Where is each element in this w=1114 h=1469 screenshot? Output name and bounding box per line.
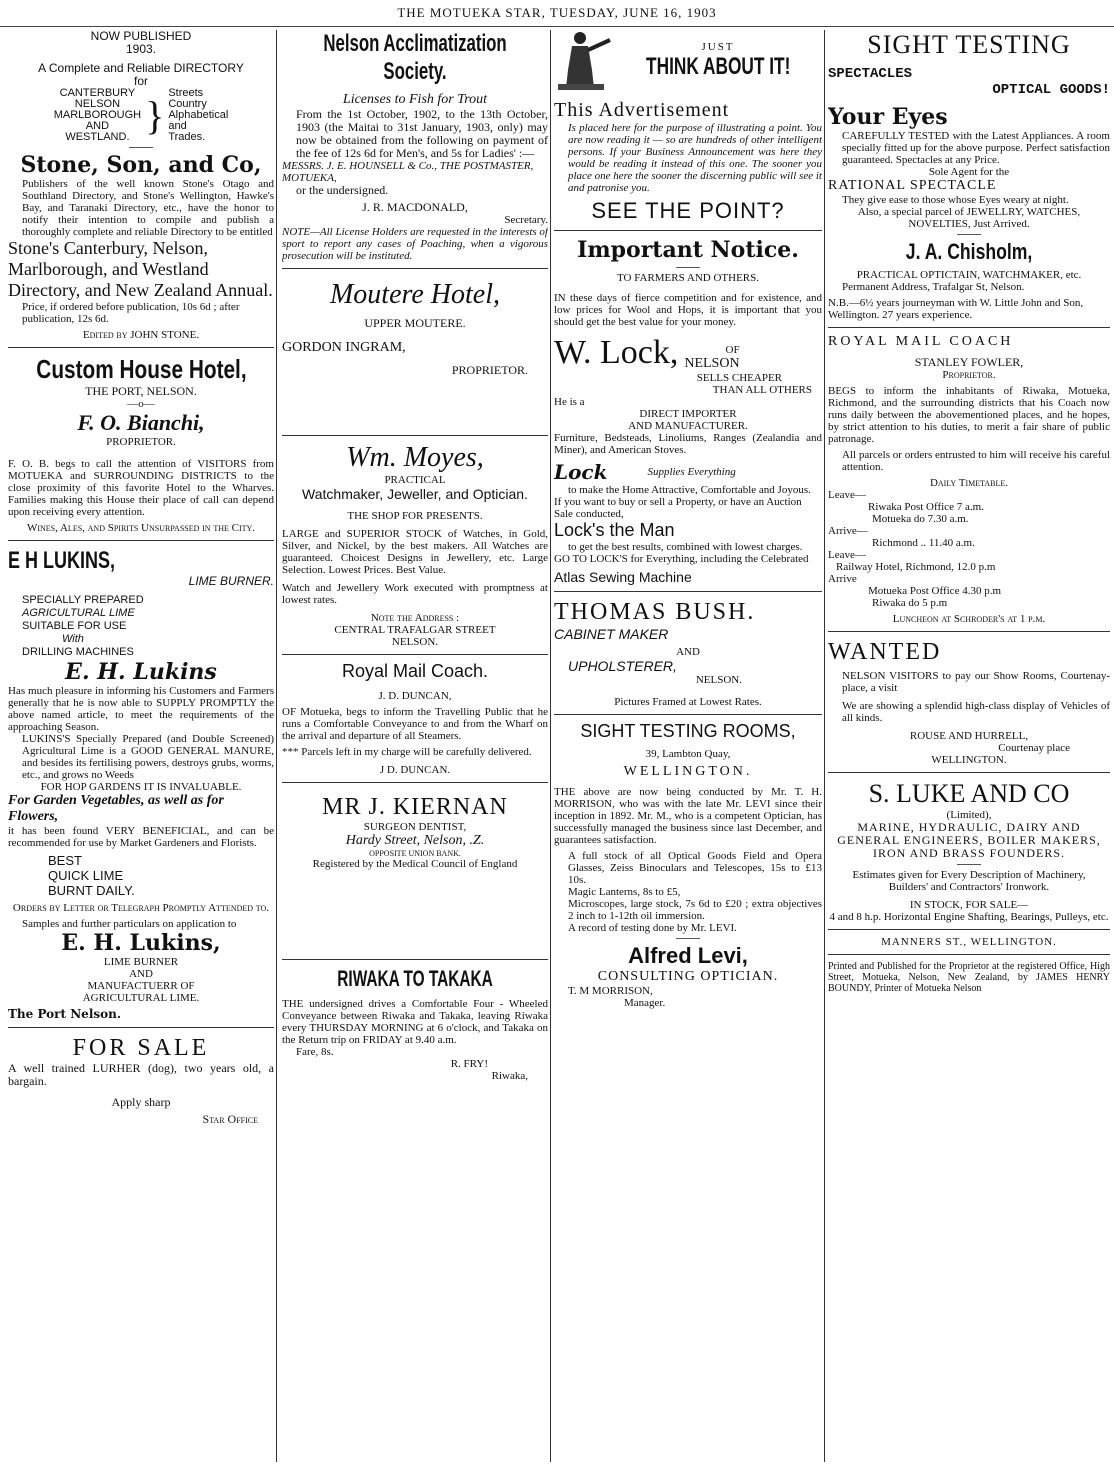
kiernan-ad [282, 793, 548, 953]
for-sale-apply: Apply sharp [111, 1095, 171, 1109]
lukins-role: LIME BURNER. [188, 574, 274, 588]
society-body: From the 1st October, 1902, to the 13th October, 1903 (the Maitai to 31st January, 1903, only) may now be obtained from the following on payment of the fee of 12s 6d for Men's, and 5s for Ladies' :— [296, 107, 548, 160]
timetable-row: Riwaka Post Office 7 a.m. [868, 501, 984, 513]
lukins-line: AGRICULTURAL LIME [22, 607, 135, 619]
lock-supplies: Supplies Everything [647, 466, 736, 478]
think-body: Is placed here for the purpose of illustrating a point. You are now reading it — so are hundreds of other intelligent persons. If your Business Announcement was here they would be reading it instead of this one. The sooner you place one here the sooner the discerning public will see it and patronise you. [568, 122, 822, 194]
kiernan-role: SURGEON DENTIST, [363, 821, 467, 833]
think-title: THINK ABOUT IT! [645, 53, 791, 80]
sight-parcel: Also, a special parcel of JEWELLRY, WATCHES, NOVELTIES, Just Arrived. [857, 206, 1081, 230]
lukins-line: DRILLING MACHINES [22, 646, 134, 658]
brace: } [145, 92, 165, 138]
kiernan-opp: OPPOSITE UNION BANK. [369, 849, 461, 858]
moyes-ad [282, 442, 548, 648]
kiernan-name: MR J. KIERNAN [322, 794, 508, 820]
timetable-row: Arrive— [828, 525, 868, 537]
sight-testing-rooms-ad [554, 721, 822, 1009]
moyes-city: NELSON. [391, 636, 439, 648]
timetable-row: Leave— [828, 549, 866, 561]
lock-city: NELSON [684, 356, 740, 371]
timetable-row: Leave— [828, 489, 866, 501]
rooms-body: THE above are now being conducted by Mr. T. H. MORRISON, who was with the late Mr. LEVI since their inception in 1892. Mr. M., who is a competent Optician, has successfully managed the business since last December, and guarantees satisfaction. [554, 786, 822, 846]
fowler-coach-ad [828, 334, 1110, 625]
moutere-loc: UPPER MOUTERE. [364, 316, 466, 330]
luke-trades: MARINE, HYDRAULIC, DAIRY AND GENERAL ENGINEERS, BOILER MAKERS, IRON AND BRASS FOUNDERS. [837, 820, 1101, 860]
timetable-row: Arrive [828, 573, 857, 585]
lukins-name-3: E. H. Lukins, [61, 930, 221, 956]
society-sig: J. R. MACDONALD, [362, 200, 468, 214]
riwaka-fare: Fare, 8s. [296, 1046, 334, 1058]
moyes-body-2: Watch and Jewellery Work executed with promptness at lowest rates. [282, 582, 548, 606]
column-rule [824, 30, 825, 1462]
moyes-trade: Watchmaker, Jeweller, and Optician. [302, 486, 528, 502]
kiernan-addr: Hardy Street, Nelson, .Z. [345, 833, 485, 848]
moyes-practical: PRACTICAL [384, 474, 446, 486]
bush-pics: Pictures Framed at Lowest Rates. [614, 696, 762, 708]
luke-stock: IN STOCK, FOR SALE— [909, 899, 1029, 911]
lukins-body-1: Has much pleasure in informing his Customers and Farmers generally that he is now able to SUPPLY PROMPTLY the above named article, to meet the requirements of the approaching Season. [8, 685, 274, 733]
lukins-ad [8, 547, 274, 1021]
feature: Streets [168, 87, 204, 99]
lukins-body-2: LUKINS'S Specially Prepared (and Double Screened) Agricultural Lime is a GOOD GENERAL MANURE, and besides its fertilising powers, destroys grubs, worms, etc., and grows no Weeds [22, 733, 274, 781]
lock-to: TO FARMERS AND OTHERS. [616, 272, 759, 284]
lock-sells: SELLS CHEAPER [696, 372, 782, 384]
duncan-parcels: *** Parcels left in my charge will be carefully delivered. [282, 746, 532, 758]
moyes-shop: THE SHOP FOR PRESENTS. [347, 510, 483, 522]
rooms-mgr: Manager. [624, 997, 666, 1009]
column-4 [828, 30, 1110, 1462]
region: NELSON [74, 98, 121, 110]
rooms-title: SIGHT TESTING ROOMS, [580, 721, 796, 741]
rooms-magic: Magic Lanterns, 8s to £5, [568, 886, 681, 898]
lock-results: to get the best results, combined with lowest charges. [568, 541, 803, 553]
wanted-name: ROUSE AND HURRELL, [909, 730, 1029, 742]
timetable-row: Motueka do 7.30 a.m. [872, 513, 969, 525]
lock-importer: DIRECT IMPORTER [639, 408, 737, 420]
lock-atlas: Atlas Sewing Machine [554, 569, 692, 585]
chisholm-name: J. A. Chisholm, [905, 239, 1033, 264]
for-sale-ad [8, 1034, 274, 1126]
society-sec: Secretary. [504, 214, 548, 226]
riwaka-sig: R. FRY! [450, 1058, 488, 1070]
bush-name: THOMAS BUSH. [554, 599, 756, 625]
chisholm-addr: Permanent Address, Trafalgar St, Nelson. [842, 281, 1025, 293]
moutere-owner: GORDON INGRAM, [282, 340, 406, 355]
lukins-samples: Samples and further particulars on application to [22, 918, 237, 930]
column-2 [282, 30, 548, 1462]
bush-city: NELSON. [695, 674, 742, 686]
fowler-body: BEGS to inform the inhabitants of Riwaka, Motueka, Richmond, and the surrounding districts that his Coach now runs daily between the abovementioned places, and he hopes, by strict attention to his duties, to merit a fair share of public patronage. [828, 385, 1110, 445]
imprint: Printed and Published for the Proprietor at the registered Office, High Street, Motueka, Nelson, New Zealand, by JAMES HENRY BOUNDY, Printer of Motueka Nelson [828, 961, 1110, 994]
wanted-title: WANTED [828, 639, 942, 665]
for-text: for [133, 74, 148, 88]
lukins-line: With [62, 633, 84, 645]
duncan-name: J. D. DUNCAN, [378, 690, 452, 702]
rooms-stock: A full stock of all Optical Goods Field and Opera Glasses, Zeiss Binoculars and Telescopes, 15s to £13 10s. [568, 850, 822, 886]
best-line: QUICK LIME [48, 868, 124, 883]
lock-goto: GO TO LOCK'S for Everything, including the Celebrated [554, 553, 809, 565]
lock-title: Important Notice. [577, 237, 799, 263]
bush-role-2: UPHOLSTERER, [568, 658, 677, 674]
luke-ltd: (Limited), [946, 809, 992, 821]
luke-name: S. LUKE AND CO [868, 779, 1070, 808]
region: AND [85, 120, 110, 132]
rooms-city: WELLINGTON. [623, 764, 753, 779]
rooms-micro: Microscopes, large stock, 7s 6d to £20 ; extra objectives 2 inch to 1-12th oil immersion. [568, 898, 822, 922]
lukins-tail: MANUFACTUERR OF [87, 980, 195, 992]
kiernan-reg: Registered by the Medical Council of England [312, 858, 518, 870]
lukins-line: SPECIALLY PREPARED [22, 594, 144, 606]
fowler-title: ROYAL MAIL COACH [828, 334, 1014, 349]
hotel-owner: F. O. Bianchi, [77, 410, 205, 435]
wanted-city: WELLINGTON. [931, 754, 1007, 766]
think-point: SEE THE POINT? [591, 198, 785, 223]
lock-mfr: AND MANUFACTURER. [628, 420, 748, 432]
best-line: BURNT DAILY. [48, 883, 135, 898]
rooms-addr: 39, Lambton Quay, [645, 748, 731, 760]
moutere-role: PROPRIETOR. [451, 363, 528, 377]
lock-name: W. Lock, [554, 334, 679, 371]
timetable-row: Railway Hotel, Richmond, 12.0 p.m [836, 561, 996, 573]
acclimatization-ad [282, 30, 548, 262]
for-sale-office: Star Office [202, 1112, 258, 1126]
society-or: or the undersigned. [296, 183, 389, 197]
think-head: This Advertisement [554, 99, 730, 121]
lock-heis: He is a [554, 396, 585, 408]
for-sale-body: A well trained LURHER (dog), two years old, a bargain. [8, 1061, 274, 1088]
chisholm-role: PRACTICAL OPTICTAIN, WATCHMAKER, etc. [856, 269, 1082, 281]
duncan-body: OF Motueka, begs to inform the Travelling Public that he runs a Comfortable Conveyance to and from the Wharf on the arrival and departure of all Steamers. [282, 706, 548, 742]
fowler-role: Proprietor. [942, 369, 996, 381]
duncan-title: Royal Mail Coach. [341, 661, 489, 681]
lock-ad [554, 237, 822, 585]
feature: Country [168, 98, 207, 110]
column-3 [554, 30, 822, 1462]
luke-ad [828, 779, 1110, 948]
lukins-orders: Orders by Letter or Telegraph Promptly Attended to. [12, 902, 270, 914]
region: CANTERBURY [59, 87, 136, 99]
column-rule [276, 30, 277, 1462]
fowler-name: STANLEY FOWLER, [914, 355, 1024, 369]
society-title: Nelson Acclimatization Society. [323, 30, 507, 85]
feature: Trades. [168, 131, 206, 143]
lukins-name-2: E. H. Lukins [65, 659, 217, 685]
column-1 [8, 30, 274, 1462]
moutere-name: Moutere Hotel, [329, 279, 501, 310]
luke-addr: MANNERS ST., WELLINGTON. [881, 936, 1057, 948]
lukins-line: SUITABLE FOR USE [22, 620, 127, 632]
hotel-footer: Wines, Ales, and Spirits Unsurpassed in the City. [26, 522, 256, 534]
lock-goods: Furniture, Bedsteads, Linoliums, Ranges (Zealandia and Miner), and American Stoves. [554, 432, 822, 456]
sight-eyes: Your Eyes [828, 104, 948, 130]
separator: —o— [127, 398, 155, 410]
lukins-hop: FOR HOP GARDENS IT IS INVALUABLE. [40, 781, 242, 793]
bush-role: CABINET MAKER [554, 626, 669, 642]
fowler-timetable: Daily Timetable. [929, 477, 1009, 489]
sight-agent: Sole Agent for the [928, 166, 1010, 178]
rooms-levi: Alfred Levi, [628, 943, 748, 968]
moyes-body: LARGE and SUPERIOR STOCK of Watches, in Gold, Silver, and Nickel, by the best makers. All Watches are guaranteed. Choicest Designs in Jewellery, etc. Large Selection. Lowest Prices. Best Value. [282, 528, 548, 576]
lukins-tail: AGRICULTURAL LIME. [82, 992, 200, 1004]
lukins-port: The Port Nelson. [8, 1007, 122, 1021]
timetable-row: Motueka Post Office 4.30 p.m [868, 585, 1002, 597]
riwaka-place: Riwaka, [491, 1070, 528, 1082]
wanted-ad [828, 638, 1110, 766]
feature: and [168, 120, 187, 132]
sight-rational: RATIONAL SPECTACLE [828, 178, 997, 193]
lukins-tail: AND [129, 968, 153, 980]
bush-and: AND [676, 646, 700, 658]
fowler-parcels: All parcels or orders entrusted to him will receive his careful attention. [842, 449, 1110, 473]
riwaka-body: THE undersigned drives a Comfortable Four - Wheeled Conveyance between Riwaka and Takaka, leaving Riwaka every THURSDAY MORNING at 6 o'clock, and Takaka on the Return trip on FRIDAY at 9.40 a.m. [282, 998, 548, 1046]
society-note: NOTE—All License Holders are requested in the interests of sport to report any cases of Poaching, when a vigorous prosecution will be instituted. [282, 226, 548, 262]
pointing-figure-icon [554, 30, 614, 92]
fowler-lunch: Luncheon at Schroder's at 1 p.m. [892, 613, 1046, 625]
hotel-location: THE PORT, NELSON. [85, 384, 197, 398]
rooms-cons: CONSULTING OPTICIAN. [597, 969, 779, 984]
sight-ease: They give ease to those whose Eyes weary at night. [842, 194, 1069, 206]
wanted-body: NELSON VISITORS to pay our Show Rooms, Courtenay-place, a visit [842, 670, 1110, 694]
duncan-sig: J D. DUNCAN. [379, 764, 451, 776]
region: WESTLAND. [65, 131, 130, 143]
directory-title: Stone's Canterbury, Nelson, Marlborough, and Westland Directory, and New Zealand Annual. [8, 238, 273, 300]
sight-spec: SPECTACLES [828, 66, 913, 82]
lock-body: IN these days of fierce competition and for existence, and low prices for Wool and Hops, it is important that you should get the best value for your money. [554, 292, 822, 328]
directory-price: Price, if ordered before publication, 10s 6d ; after publication, 12s 6d. [22, 301, 240, 325]
duncan-coach-ad [282, 661, 548, 776]
directory-lead: A Complete and Reliable DIRECTORY [38, 61, 244, 75]
lukins-garden: For Garden Vegetables, as well as for Flowers, [8, 793, 224, 824]
now-published: NOW PUBLISHED [90, 30, 192, 43]
feature: Alphabetical [168, 109, 229, 121]
riwaka-title: RIWAKA TO TAKAKA [337, 966, 493, 991]
regions-block [8, 88, 274, 143]
think-just: JUST [701, 41, 735, 53]
region: MARLBOROUGH [53, 109, 142, 121]
sight-testing-ad [828, 30, 1110, 321]
lock-of: OF [725, 344, 740, 356]
hotel-name: Custom House Hotel, [35, 354, 247, 384]
directory-ad [8, 30, 274, 341]
for-sale-title: FOR SALE [72, 1035, 210, 1061]
masthead: THE MOTUEKA STAR, TUESDAY, JUNE 16, 1903 [0, 0, 1114, 27]
column-rule [550, 30, 551, 1462]
lock-make: to make the Home Attractive, Comfortable and Joyous. [568, 484, 811, 496]
timetable-row: Richmond .. 11.40 a.m. [872, 537, 975, 549]
moyes-note: Note the Address : [370, 612, 460, 624]
hotel-body: F. O. B. begs to call the attention of VISITORS from MOTUEKA and SURROUNDING DISTRICTS to the close proximity of this favorite Hotel to the Wharves. Families making this House their place of call can depend upon receiving every attention. [8, 458, 274, 518]
lock-2: Lock [554, 460, 608, 484]
think-about-it-ad [554, 30, 822, 224]
lukins-tail: LIME BURNER [103, 956, 179, 968]
moutere-hotel-ad [282, 279, 548, 429]
year: 1903. [125, 42, 157, 56]
rooms-morrison: T. M MORRISON, [568, 985, 653, 997]
hotel-role: PROPRIETOR. [106, 436, 176, 448]
luke-engine: 4 and 8 h.p. Horizontal Engine Shafting, Bearings, Pulleys, etc. [829, 911, 1109, 923]
lukins-body-3: it has been found VERY BENEFICIAL, and can be recommended for use by Market Gardeners and Florists. [8, 825, 274, 849]
directory-body: Publishers of the well known Stone's Otago and Southland Directory, and Stone's Wellington, Hawke's Bay, and Taranaki Directory, etc., have the honor to notify their intention to compile and publish a thoroughly complete and reliable Directory to be entitled [22, 178, 274, 238]
sight-title: SIGHT TESTING [867, 30, 1071, 59]
sight-optical: OPTICAL GOODS! [992, 82, 1110, 98]
lock-man: Lock's the Man [554, 520, 675, 540]
wanted-body-2: We are showing a splendid high-class display of Vehicles of all kinds. [842, 700, 1110, 724]
wanted-addr: Courtenay place [998, 742, 1070, 754]
society-sub: Licenses to Fish for Trout [342, 92, 488, 107]
lock-property: If you want to buy or sell a Property, or have an Auction Sale conducted, [554, 496, 802, 520]
lock-than: THAN ALL OTHERS [712, 384, 812, 396]
moyes-name: Wm. Moyes, [346, 442, 484, 473]
chisholm-nb: N.B.—6½ years journeyman with W. Little John and Son, Wellington. 27 years experience. [828, 297, 1084, 321]
bush-ad [554, 598, 822, 708]
lukins-name: E H LUKINS, [8, 547, 116, 574]
luke-est: Estimates given for Every Description of Machinery, [852, 869, 1086, 881]
timetable-row: Riwaka do 5 p.m [872, 597, 948, 609]
directory-editor: Edited by JOHN STONE. [82, 329, 200, 341]
society-agents: MESSRS. J. E. HOUNSELL & Co., THE POSTMASTER, MOTUEKA, [282, 160, 534, 184]
sight-body: CAREFULLY TESTED with the Latest Appliances. A room specially fitted up for the above purpose. Perfect satisfaction guaranteed. Spectacles at any Price. [842, 130, 1110, 166]
luke-builders: Builders' and Contractors' Ironwork. [888, 881, 1050, 893]
rooms-record: A record of testing done by Mr. LEVI. [568, 922, 737, 934]
publisher-name: Stone, Son, and Co, [20, 152, 262, 178]
moyes-addr: CENTRAL TRAFALGAR STREET [334, 624, 496, 636]
riwaka-takaka-ad [282, 966, 548, 1082]
custom-house-hotel-ad [8, 354, 274, 534]
best-line: BEST [48, 853, 82, 868]
